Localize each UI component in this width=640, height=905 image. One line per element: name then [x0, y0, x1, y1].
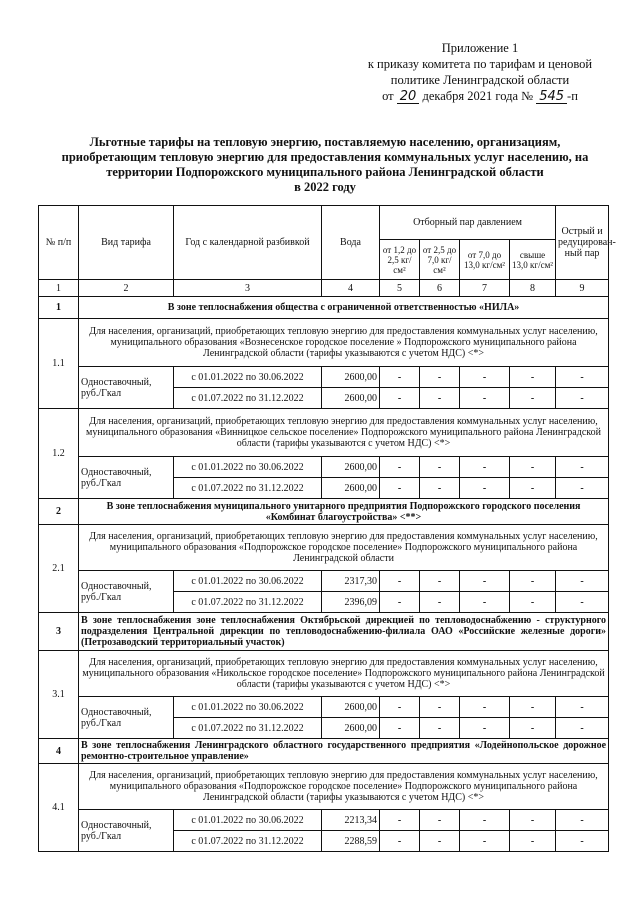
- period: с 01.01.2022 по 30.06.2022: [174, 457, 322, 478]
- period: с 01.01.2022 по 30.06.2022: [174, 367, 322, 388]
- steam-value: -: [556, 388, 609, 409]
- header-steam-2: от 2,5 до 7,0 кг/см²: [420, 240, 460, 280]
- header-sharp-steam: Острый и редуцирован-ный пар: [556, 206, 609, 280]
- subsection-title: Для населения, организаций, приобретающих тепловую энергию для предоставления коммунальных услуг населению, муниципального образования «Винницкое сельское поселение» Подпорожского муниципального района Ленинградской области (тарифы указываются с учетом НДС) <*>: [79, 409, 609, 457]
- appendix-header: [355, 40, 605, 104]
- water-value: 2600,00: [322, 718, 380, 739]
- water-value: 2213,34: [322, 810, 380, 831]
- steam-value: -: [380, 697, 420, 718]
- steam-value: -: [420, 831, 460, 852]
- zone-number: 3: [39, 613, 79, 651]
- header-steam-1: от 1,2 до 2,5 кг/см²: [380, 240, 420, 280]
- steam-value: -: [556, 810, 609, 831]
- zone-row: [39, 297, 609, 319]
- zone-row: [39, 739, 609, 764]
- table-header-row: [39, 206, 609, 240]
- subsection-number: 1.2: [39, 409, 79, 499]
- steam-value: -: [460, 697, 510, 718]
- steam-value: -: [420, 718, 460, 739]
- steam-value: -: [460, 592, 510, 613]
- steam-value: -: [380, 388, 420, 409]
- tariff-type: Одноставочный, руб./Гкал: [79, 457, 174, 499]
- subsection-number: 3.1: [39, 651, 79, 739]
- tariff-type: Одноставочный, руб./Гкал: [79, 810, 174, 852]
- water-value: 2600,00: [322, 367, 380, 388]
- period: с 01.07.2022 по 31.12.2022: [174, 592, 322, 613]
- appendix-line-3: политике Ленинградской области: [390, 73, 570, 87]
- tariff-type: Одноставочный, руб./Гкал: [79, 571, 174, 613]
- column-number: 8: [510, 280, 556, 297]
- steam-value: -: [420, 697, 460, 718]
- water-value: 2288,59: [322, 831, 380, 852]
- column-number: 7: [460, 280, 510, 297]
- subsection-row: [39, 764, 609, 810]
- period: с 01.07.2022 по 31.12.2022: [174, 718, 322, 739]
- steam-value: -: [510, 697, 556, 718]
- steam-value: -: [556, 457, 609, 478]
- subsection-title: Для населения, организаций, приобретающих тепловую энергию для предоставления коммунальных услуг населению, муниципального образования «Подпорожское городское поселение» Подпорожского муниципального района Ленинградской области: [79, 525, 609, 571]
- appendix-order-line: [355, 88, 605, 104]
- period: с 01.07.2022 по 31.12.2022: [174, 388, 322, 409]
- column-number: 4: [322, 280, 380, 297]
- subsection-title: Для населения, организаций, приобретающих тепловую энергию для предоставления коммунальных услуг населению, муниципального образования «Никольское городское поселение» Подпорожского муниципального района Ленинградской области (тарифы указываются с учетом НДС) <*>: [79, 651, 609, 697]
- steam-value: -: [556, 831, 609, 852]
- header-year: Год с календарной разбивкой: [174, 206, 322, 280]
- steam-value: -: [420, 810, 460, 831]
- water-value: 2317,30: [322, 571, 380, 592]
- water-value: 2600,00: [322, 478, 380, 499]
- steam-value: -: [460, 367, 510, 388]
- steam-value: -: [380, 571, 420, 592]
- column-number: 1: [39, 280, 79, 297]
- water-value: 2600,00: [322, 388, 380, 409]
- tariff-table: [38, 205, 616, 852]
- steam-value: -: [380, 718, 420, 739]
- column-number-row: [39, 280, 609, 297]
- zone-number: 1: [39, 297, 79, 319]
- zone-title: В зоне теплоснабжения зоне теплоснабжения Октябрьской дирекцией по тепловодоснабжению - структурного подразделения Центральной дирекции по тепловодоснабжению-филиала ОАО «Российские железные дороги» (Петрозаводский территориальный участок): [79, 613, 609, 651]
- order-month-year: декабря 2021 года №: [422, 89, 534, 103]
- steam-value: -: [510, 718, 556, 739]
- subsection-row: [39, 651, 609, 697]
- title-line-4: в 2022 году: [294, 180, 356, 194]
- steam-value: -: [460, 478, 510, 499]
- period: с 01.01.2022 по 30.06.2022: [174, 571, 322, 592]
- subsection-row: [39, 319, 609, 367]
- steam-value: -: [556, 571, 609, 592]
- column-number: 9: [556, 280, 609, 297]
- header-num: № п/п: [39, 206, 79, 280]
- document-title: [55, 135, 595, 195]
- tariff-row: [39, 697, 609, 718]
- steam-value: -: [460, 718, 510, 739]
- steam-value: -: [380, 831, 420, 852]
- period: с 01.07.2022 по 31.12.2022: [174, 478, 322, 499]
- subsection-row: [39, 525, 609, 571]
- steam-value: -: [510, 810, 556, 831]
- steam-value: -: [510, 478, 556, 499]
- steam-value: -: [510, 831, 556, 852]
- title-line-3: территории Подпорожского муниципального района Ленинградской области: [106, 165, 544, 179]
- steam-value: -: [510, 592, 556, 613]
- header-steam-4: свыше 13,0 кг/см²: [510, 240, 556, 280]
- column-number: 5: [380, 280, 420, 297]
- steam-value: -: [420, 457, 460, 478]
- subsection-title: Для населения, организаций, приобретающих тепловую энергию для предоставления коммунальных услуг населению, муниципального образования «Вознесенское городское поселение » Подпорожского муниципального района Ленинградской области (тарифы указываются с учетом НДС) <*>: [79, 319, 609, 367]
- zone-number: 4: [39, 739, 79, 764]
- steam-value: -: [420, 388, 460, 409]
- steam-value: -: [380, 367, 420, 388]
- steam-value: -: [556, 592, 609, 613]
- tariff-row: [39, 571, 609, 592]
- zone-row: [39, 613, 609, 651]
- water-value: 2396,09: [322, 592, 380, 613]
- title-line-1: Льготные тарифы на тепловую энергию, поставляемую населению, организациям,: [89, 135, 561, 149]
- appendix-line-2: к приказу комитета по тарифам и ценовой: [367, 57, 593, 71]
- subsection-number: 1.1: [39, 319, 79, 409]
- period: с 01.01.2022 по 30.06.2022: [174, 697, 322, 718]
- tariff-row: [39, 367, 609, 388]
- steam-value: -: [380, 478, 420, 499]
- subsection-number: 4.1: [39, 764, 79, 852]
- steam-value: -: [556, 697, 609, 718]
- table-body: [39, 280, 609, 852]
- title-line-2: приобретающим тепловую энергию для предоставления коммунальных услуг населению, на: [61, 150, 589, 164]
- water-value: 2600,00: [322, 457, 380, 478]
- column-number: 3: [174, 280, 322, 297]
- water-value: 2600,00: [322, 697, 380, 718]
- steam-value: -: [380, 592, 420, 613]
- steam-value: -: [510, 367, 556, 388]
- period: с 01.07.2022 по 31.12.2022: [174, 831, 322, 852]
- subsection-number: 2.1: [39, 525, 79, 613]
- zone-row: [39, 499, 609, 525]
- header-steam: Отборный пар давлением: [380, 206, 556, 240]
- column-number: 2: [79, 280, 174, 297]
- steam-value: -: [420, 571, 460, 592]
- header-steam-3: от 7,0 до 13,0 кг/см²: [460, 240, 510, 280]
- steam-value: -: [510, 388, 556, 409]
- steam-value: -: [460, 831, 510, 852]
- steam-value: -: [420, 367, 460, 388]
- order-day: 20: [397, 90, 420, 104]
- period: с 01.01.2022 по 30.06.2022: [174, 810, 322, 831]
- steam-value: -: [380, 457, 420, 478]
- order-number: 545: [536, 90, 567, 104]
- zone-number: 2: [39, 499, 79, 525]
- steam-value: -: [510, 457, 556, 478]
- subsection-title: Для населения, организаций, приобретающих тепловую энергию для предоставления коммунальных услуг населению, муниципального образования «Подпорожское городское поселение» Подпорожского муниципального района Ленинградской области (тарифы указываются с учетом НДС) <*>: [79, 764, 609, 810]
- steam-value: -: [556, 718, 609, 739]
- zone-title: В зоне теплоснабжения муниципального унитарного предприятия Подпорожского городского поселения «Комбинат благоустройства» <**>: [79, 499, 609, 525]
- zone-title: В зоне теплоснабжения общества с ограниченной ответственностью «НИЛА»: [79, 297, 609, 319]
- steam-value: -: [460, 457, 510, 478]
- steam-value: -: [556, 478, 609, 499]
- from-prefix: от: [382, 89, 394, 103]
- tariff-row: [39, 457, 609, 478]
- tariff-row: [39, 810, 609, 831]
- column-number: 6: [420, 280, 460, 297]
- steam-value: -: [460, 810, 510, 831]
- subsection-row: [39, 409, 609, 457]
- steam-value: -: [420, 478, 460, 499]
- steam-value: -: [420, 592, 460, 613]
- steam-value: -: [460, 388, 510, 409]
- appendix-title: Приложение 1: [441, 41, 519, 55]
- tariff-type: Одноставочный, руб./Гкал: [79, 697, 174, 739]
- steam-value: -: [556, 367, 609, 388]
- header-tariff-type: Вид тарифа: [79, 206, 174, 280]
- tariff-type: Одноставочный, руб./Гкал: [79, 367, 174, 409]
- steam-value: -: [510, 571, 556, 592]
- zone-title: В зоне теплоснабжения Ленинградского областного государственного предприятия «Лодейнопольское дорожное ремонтно-строительное управление»: [79, 739, 609, 764]
- order-suffix: -п: [567, 89, 578, 103]
- steam-value: -: [460, 571, 510, 592]
- steam-value: -: [380, 810, 420, 831]
- header-water: Вода: [322, 206, 380, 280]
